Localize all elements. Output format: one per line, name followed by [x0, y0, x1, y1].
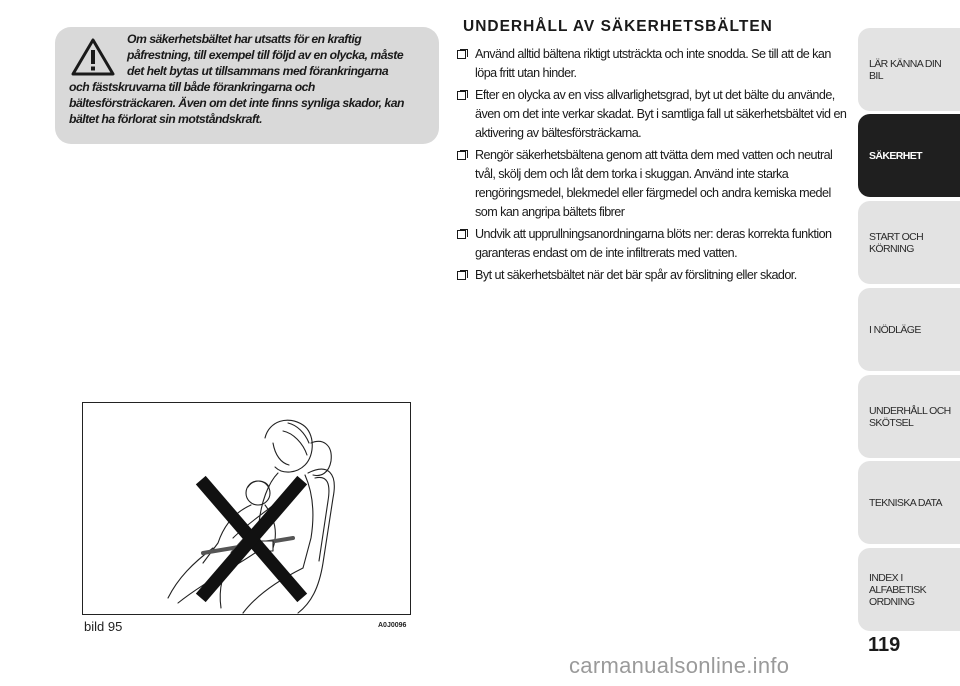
- bullet-text: Rengör säkerhetsbältena genom att tvätta dem med vatten och neutral tvål, skölj dem och låt dem torka i skuggan. Använd inte starka rengöringsmedel, blekmedel eller färgmedel och andra kemiska medel som kan angripa bältets fibrer: [475, 148, 833, 219]
- tab-sakerhet[interactable]: [858, 114, 960, 197]
- checkbox-bullet-icon: [457, 271, 466, 280]
- bullet-text: Byt ut säkerhetsbältet när det bär spår av förslitning eller skador.: [475, 268, 797, 282]
- watermark-text: carmanualsonline.info: [569, 653, 790, 678]
- figure-caption: bild 95: [84, 619, 123, 634]
- warning-box: [55, 27, 439, 144]
- checkbox-bullet-icon: [457, 230, 466, 239]
- tab-label: LÄR KÄNNA DIN BIL: [869, 57, 942, 82]
- figure-code: A0J0096: [378, 622, 407, 629]
- tab-label: UNDERHÅLL OCH SKÖTSEL: [869, 404, 951, 429]
- tab-label: SÄKERHET: [869, 149, 922, 162]
- checkbox-bullet-icon: [457, 50, 466, 59]
- warning-line: Om säkerhetsbältet har utsatts för en kraftig: [127, 32, 362, 46]
- bullet-text: Undvik att upprullningsanordningarna blöts ner: deras korrekta funktion garanteras endast om de inte infiltrerats med vatten.: [475, 227, 832, 260]
- tab-label: INDEX I ALFABETISK ORDNING: [869, 571, 927, 608]
- bullet-text: Använd alltid bältena riktigt utsträckta och inte snodda. Se till att de kan löpa fritt utan hinder.: [475, 47, 831, 80]
- warning-line: det helt bytas ut tillsammans med förankringarna: [127, 64, 389, 78]
- bullet-text: Efter en olycka av en viss allvarlighetsgrad, byt ut det bälte du använde, även om det inte verkar skadat. Byt i samtliga fall ut säkerhetsbältet vid en aktivering av bältesförsträckarna.: [475, 88, 847, 140]
- page-number: 119: [868, 634, 901, 656]
- tab-label: START OCH KÖRNING: [869, 230, 924, 255]
- bullet-item: [456, 45, 848, 83]
- warning-line: bältesförsträckaren. Även om det inte finns synliga skador, kan: [69, 96, 404, 110]
- checkbox-bullet-icon: [457, 151, 466, 160]
- bullet-list: [456, 45, 848, 288]
- bullet-item: [456, 146, 848, 222]
- warning-text: [69, 31, 435, 127]
- tab-start-och-korning[interactable]: [858, 201, 960, 284]
- child-on-lap-seatbelt-illustration: [83, 403, 410, 614]
- figure-illustration: [82, 402, 411, 615]
- bullet-item: [456, 266, 848, 285]
- checkbox-bullet-icon: [457, 91, 466, 100]
- tab-underhall-och-skotsel[interactable]: [858, 375, 960, 458]
- tab-label: TEKNISKA DATA: [869, 496, 942, 509]
- tab-lar-kanna-din-bil[interactable]: [858, 28, 960, 111]
- tab-tekniska-data[interactable]: [858, 461, 960, 544]
- bullet-item: [456, 225, 848, 263]
- warning-line: påfrestning, till exempel till följd av en olycka, måste: [127, 48, 404, 62]
- section-title: UNDERHÅLL AV SÄKERHETSBÄLTEN: [463, 18, 773, 35]
- warning-line: och fästskruvarna till både förankringarna och: [69, 80, 315, 94]
- bullet-item: [456, 86, 848, 143]
- tab-i-nodlage[interactable]: [858, 288, 960, 371]
- tab-label: I NÖDLÄGE: [869, 323, 921, 336]
- tab-index[interactable]: [858, 548, 960, 631]
- warning-line: bältet ha förlorat sin motståndskraft.: [69, 112, 262, 126]
